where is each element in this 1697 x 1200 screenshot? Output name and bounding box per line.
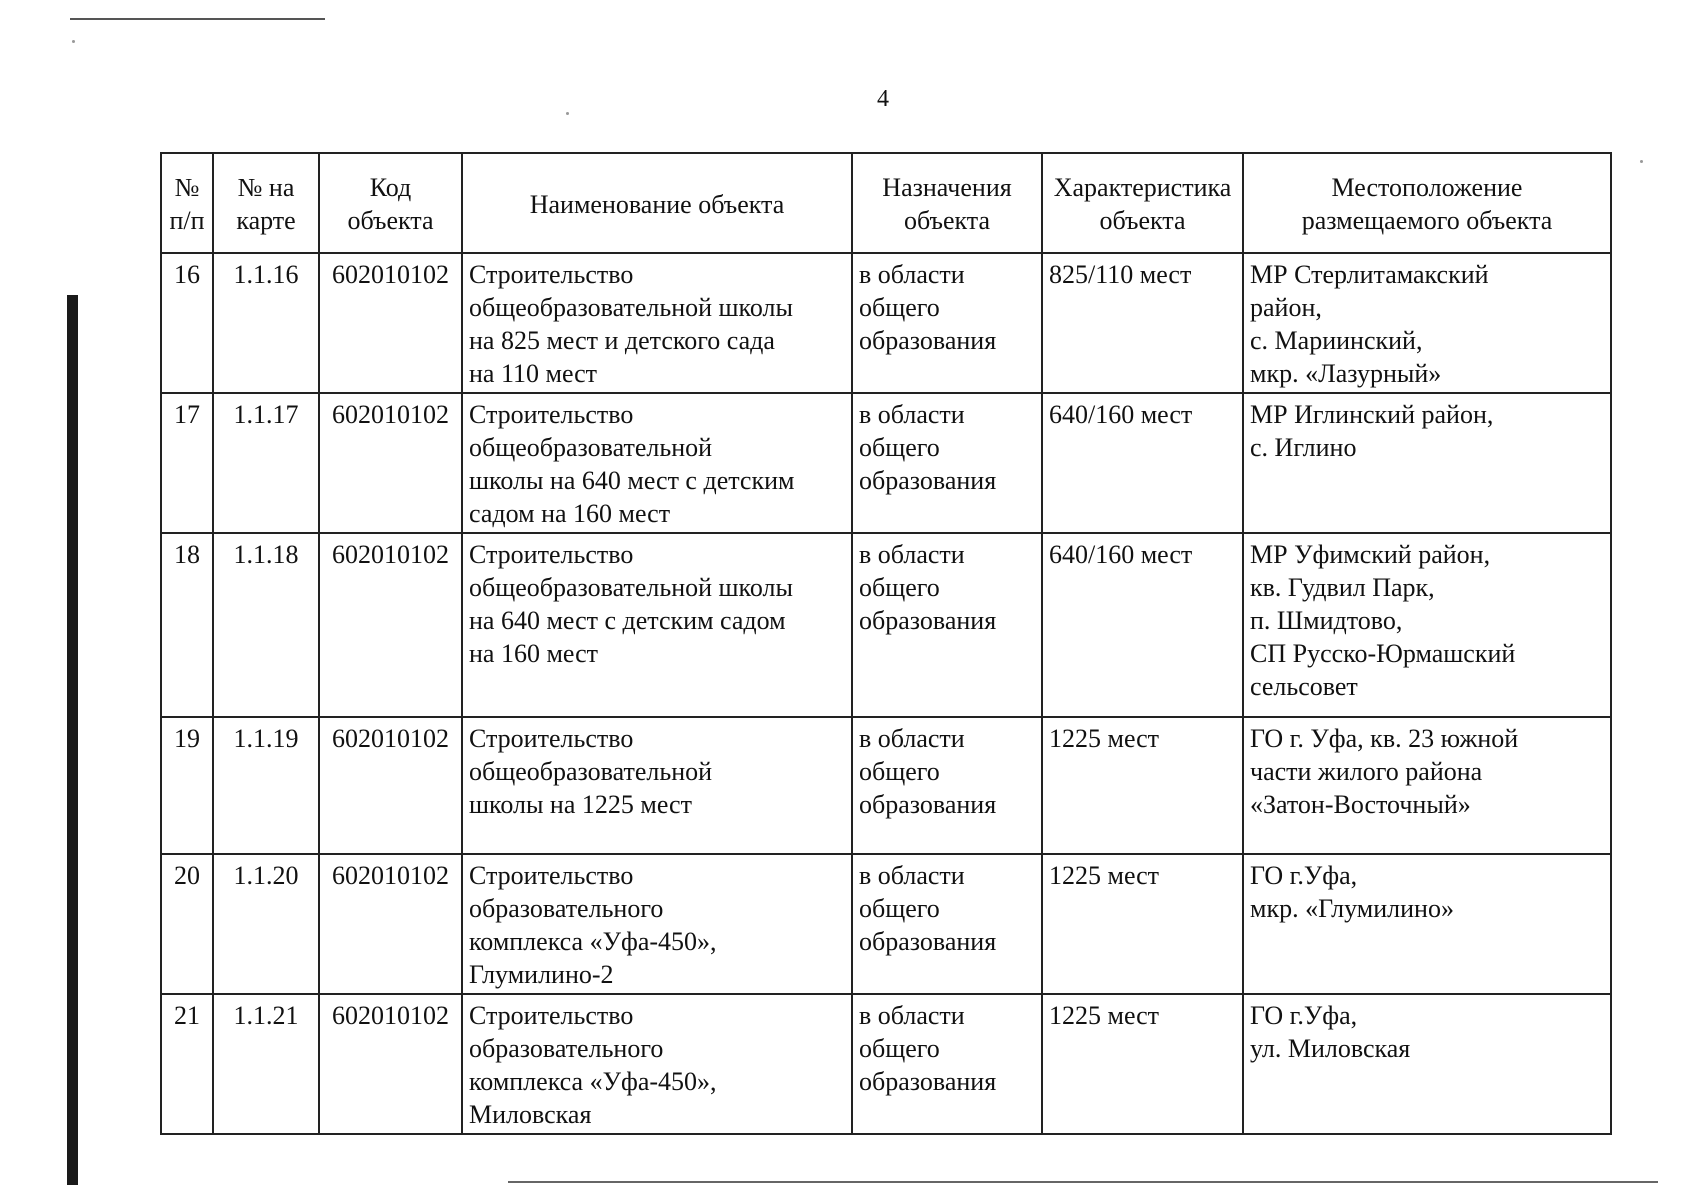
scan-artifact-top-line: [70, 18, 325, 20]
row-number-cell: 16: [161, 253, 213, 393]
object-code-cell: 602010102: [319, 393, 462, 533]
object-location-cell: ГО г.Уфа, ул. Миловская: [1243, 994, 1611, 1134]
header-object-name: Наименование объекта: [462, 153, 852, 253]
object-name-cell: Строительство общеобразовательной школы на 1225 мест: [462, 717, 852, 854]
object-name-cell: Строительство общеобразовательной школы на 640 мест с детским садом на 160 мест: [462, 393, 852, 533]
scan-speck: [72, 40, 75, 43]
object-code-cell: 602010102: [319, 717, 462, 854]
map-number-cell: 1.1.16: [213, 253, 319, 393]
scan-artifact-bottom-line: [508, 1181, 1658, 1183]
object-purpose-cell: в области общего образования: [852, 994, 1042, 1134]
object-purpose-cell: в области общего образования: [852, 717, 1042, 854]
table-row: [161, 854, 1611, 994]
page-number: 4: [877, 86, 889, 112]
object-location-cell: МР Стерлитамакский район, с. Мариинский, мкр. «Лазурный»: [1243, 253, 1611, 393]
row-number-cell: 20: [161, 854, 213, 994]
object-location-cell: ГО г. Уфа, кв. 23 южной части жилого района «Затон-Восточный»: [1243, 717, 1611, 854]
table-header-row: [161, 153, 1611, 253]
scan-speck: [1640, 160, 1643, 163]
object-purpose-cell: в области общего образования: [852, 253, 1042, 393]
header-object-purpose: Назначения объекта: [852, 153, 1042, 253]
object-characteristics-cell: 1225 мест: [1042, 717, 1243, 854]
table-row: [161, 533, 1611, 717]
map-number-cell: 1.1.21: [213, 994, 319, 1134]
object-code-cell: 602010102: [319, 253, 462, 393]
object-purpose-cell: в области общего образования: [852, 393, 1042, 533]
object-name-cell: Строительство общеобразовательной школы на 825 мест и детского сада на 110 мест: [462, 253, 852, 393]
table-row: [161, 717, 1611, 854]
object-characteristics-cell: 640/160 мест: [1042, 533, 1243, 717]
row-number-cell: 17: [161, 393, 213, 533]
object-name-cell: Строительство образовательного комплекса «Уфа-450», Глумилино-2: [462, 854, 852, 994]
object-name-cell: Строительство образовательного комплекса «Уфа-450», Миловская: [462, 994, 852, 1134]
object-location-cell: МР Уфимский район, кв. Гудвил Парк, п. Шмидтово, СП Русско-Юрмашский сельсовет: [1243, 533, 1611, 717]
object-purpose-cell: в области общего образования: [852, 854, 1042, 994]
object-code-cell: 602010102: [319, 533, 462, 717]
table-row: [161, 253, 1611, 393]
object-code-cell: 602010102: [319, 854, 462, 994]
header-object-code: Код объекта: [319, 153, 462, 253]
map-number-cell: 1.1.19: [213, 717, 319, 854]
table-row: [161, 393, 1611, 533]
object-location-cell: МР Иглинский район, с. Иглино: [1243, 393, 1611, 533]
object-characteristics-cell: 640/160 мест: [1042, 393, 1243, 533]
object-purpose-cell: в области общего образования: [852, 533, 1042, 717]
object-characteristics-cell: 1225 мест: [1042, 854, 1243, 994]
row-number-cell: 19: [161, 717, 213, 854]
map-number-cell: 1.1.17: [213, 393, 319, 533]
objects-table: [160, 152, 1612, 1135]
object-characteristics-cell: 1225 мест: [1042, 994, 1243, 1134]
row-number-cell: 21: [161, 994, 213, 1134]
object-location-cell: ГО г.Уфа, мкр. «Глумилино»: [1243, 854, 1611, 994]
scan-artifact-left-bar: [67, 295, 78, 1185]
scan-speck: [566, 112, 569, 115]
header-map-number: № на карте: [213, 153, 319, 253]
header-object-characteristics: Характеристика объекта: [1042, 153, 1243, 253]
object-code-cell: 602010102: [319, 994, 462, 1134]
map-number-cell: 1.1.18: [213, 533, 319, 717]
map-number-cell: 1.1.20: [213, 854, 319, 994]
row-number-cell: 18: [161, 533, 213, 717]
object-characteristics-cell: 825/110 мест: [1042, 253, 1243, 393]
table-row: [161, 994, 1611, 1134]
object-name-cell: Строительство общеобразовательной школы на 640 мест с детским садом на 160 мест: [462, 533, 852, 717]
header-row-number: № п/п: [161, 153, 213, 253]
header-object-location: Местоположение размещаемого объекта: [1243, 153, 1611, 253]
